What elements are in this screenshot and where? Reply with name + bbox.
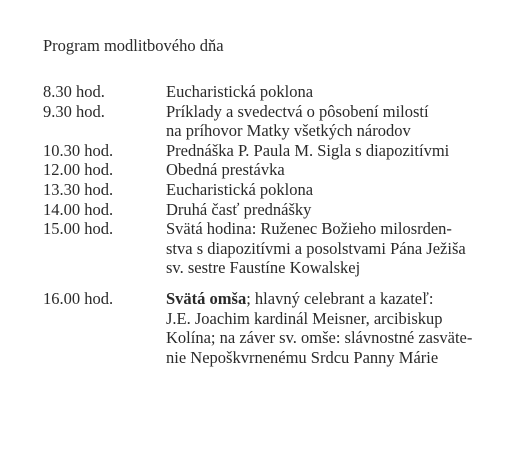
- schedule-description: [166, 289, 513, 367]
- description-line: sv. sestre Faustíne Kowalskej: [166, 258, 361, 278]
- schedule-row: [43, 180, 513, 200]
- description-line: na príhovor Matky všetkých národov: [166, 121, 411, 141]
- schedule-description: [166, 141, 513, 161]
- schedule-description: [166, 180, 513, 200]
- schedule-row: [43, 160, 513, 180]
- schedule-time: 16.00 hod.: [43, 288, 114, 308]
- description-line: Eucharistická poklona: [166, 179, 314, 199]
- description-line: Druhá časť prednášky: [166, 199, 312, 219]
- schedule-description: [166, 200, 513, 220]
- description-line: Prednáška P. Paula M. Sigla s diapozitívmi: [166, 140, 450, 160]
- description-line: [166, 289, 513, 309]
- schedule-time: 15.00 hod.: [43, 219, 114, 239]
- schedule-time: 8.30 hod.: [43, 82, 105, 101]
- schedule-row: [43, 102, 513, 141]
- description-line: J.E. Joachim kardinál Meisner, arcibiskup: [166, 308, 443, 328]
- description-line: nie Nepoškvrnenému Srdcu Panny Márie: [166, 347, 439, 367]
- schedule-time: 10.30 hod.: [43, 140, 114, 160]
- page-title: Program modlitbového dňa: [43, 36, 224, 55]
- schedule-row: [43, 82, 513, 102]
- schedule-description: [166, 102, 513, 141]
- mass-label: Svätá omša: [166, 288, 247, 308]
- schedule-time: 12.00 hod.: [43, 160, 114, 180]
- schedule-time: 13.30 hod.: [43, 179, 114, 199]
- schedule-row: [43, 200, 513, 220]
- schedule-description: [166, 219, 513, 278]
- description-line: Obedná prestávka: [166, 160, 285, 180]
- prayer-schedule: [43, 82, 513, 367]
- schedule-row: [43, 289, 513, 367]
- description-line: Príklady a svedectvá o pôsobení milostí: [166, 101, 429, 121]
- description-line: stva s diapozitívmi a posolstvami Pána Ježiša: [166, 238, 466, 258]
- schedule-row: [43, 141, 513, 161]
- schedule-row: [43, 219, 513, 278]
- schedule-description: [166, 82, 513, 102]
- description-line: Eucharistická poklona: [166, 82, 314, 101]
- schedule-description: [166, 160, 513, 180]
- mass-details: ; hlavný celebrant a kazateľ:: [246, 288, 434, 308]
- description-line: Svätá hodina: Ruženec Božieho milosrden-: [166, 219, 452, 239]
- schedule-time: 14.00 hod.: [43, 199, 114, 219]
- schedule-time: 9.30 hod.: [43, 101, 105, 121]
- description-line: Kolína; na záver sv. omše: slávnostné zasväte-: [166, 328, 473, 348]
